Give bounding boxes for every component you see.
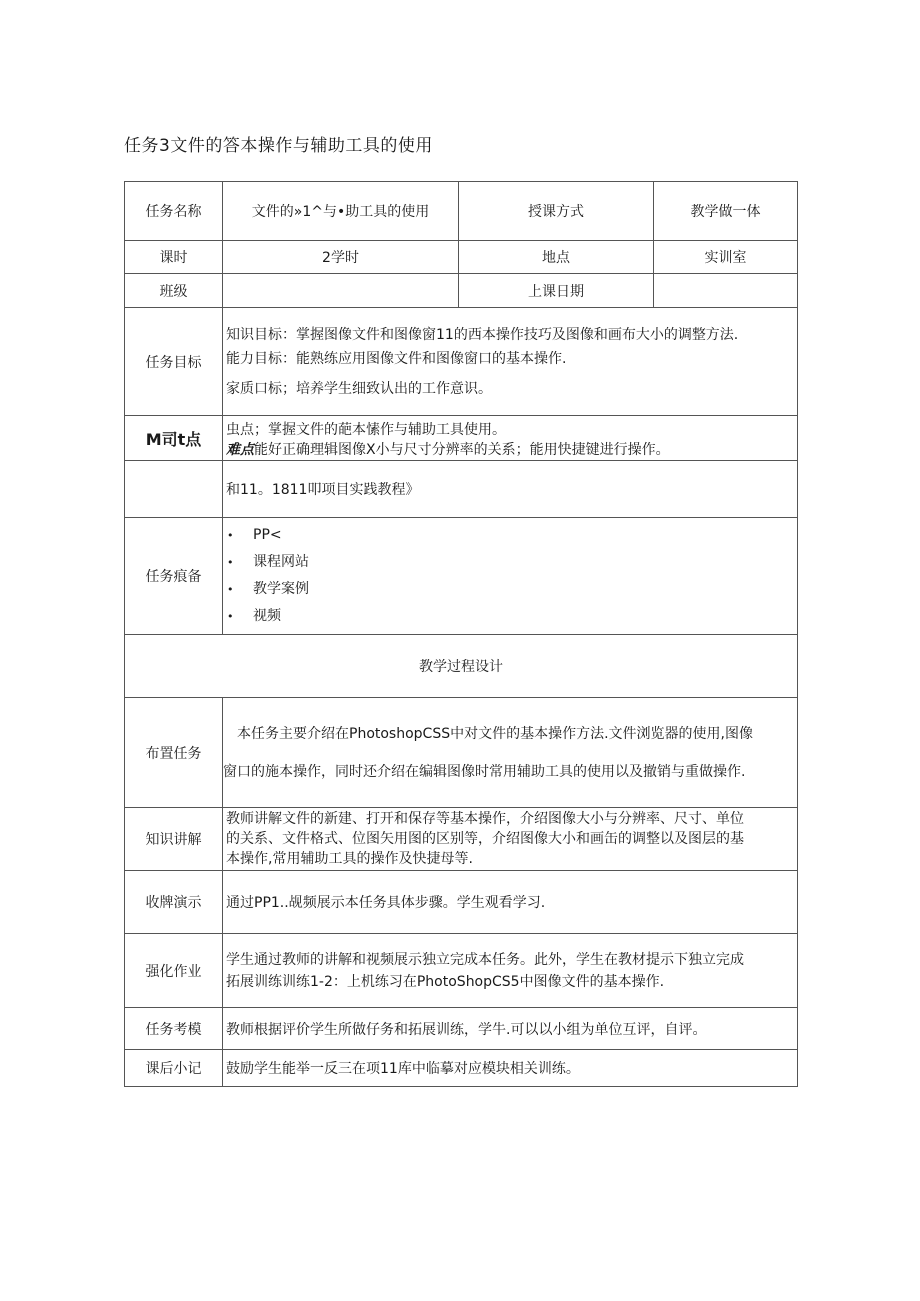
goals-cell: [223, 308, 798, 416]
bullet-icon: •: [227, 583, 234, 596]
goal-knowledge: 知识目标：掌握图像文件和图像窗11的西本操作技巧及图像和画布大小的调整方法.: [226, 326, 739, 343]
hours-label: 课时: [125, 241, 223, 274]
row-preparation: [125, 518, 798, 635]
knowledge-label: 知识讲解: [125, 808, 223, 871]
keypoints-label: M司t点: [125, 416, 223, 461]
class-date-label: 上课日期: [459, 274, 654, 308]
row-process-header: [125, 635, 798, 698]
textbook-label: [125, 461, 223, 518]
knowledge-line-2: 的关系、文件格式、位图矢用图的区别等，介绍图像大小和画缶的调整以及图层的基: [226, 831, 744, 847]
goal-ability: 能力目标：能熟练应用图像文件和图像窗口的基本操作.: [226, 350, 567, 367]
homework-label: 强化作业: [125, 934, 223, 1008]
resource-item: • 教学案例: [227, 576, 797, 603]
notes-value: 鼓励学生能举一反三在项11库中临摹对应模块相关训练。: [223, 1050, 798, 1087]
homework-line-2: 拓展训练训练1-2：上机练习在PhotoShopCS5中图像文件的基本操作.: [226, 973, 665, 990]
row-keypoints: [125, 416, 798, 461]
resource-item: • PP<: [227, 522, 797, 549]
resource-item: • 课程网站: [227, 549, 797, 576]
place-label: 地点: [459, 241, 654, 274]
difficulty-label: 难点: [226, 442, 254, 458]
bullet-icon: •: [227, 610, 234, 623]
goal-quality: 家质口标；培养学生细致认出的工作意识。: [226, 380, 492, 397]
assign-line-1: 本任务主要介绍在PhotoshopCSS中对文件的基本操作方法.文件浏览器的使用,图像: [237, 725, 754, 742]
assign-cell: [223, 698, 798, 808]
row-notes: [125, 1050, 798, 1087]
row-textbook: [125, 461, 798, 518]
bullet-icon: •: [227, 529, 234, 542]
assign-label: 布置任务: [125, 698, 223, 808]
place-value: 实训室: [654, 241, 798, 274]
class-value: [223, 274, 459, 308]
homework-cell: [223, 934, 798, 1008]
keypoint-text: 虫点；掌握文件的葩本愫作与辅助工具使用。: [226, 422, 506, 438]
process-header: 教学过程设计: [125, 635, 798, 698]
goals-label: 任务目标: [125, 308, 223, 416]
demo-value: 通过PP1..觇频展示本任务具体步骤。学生观看学习.: [223, 871, 798, 934]
page-title: 任务3文件的答本操作与辅助工具的使用: [124, 136, 433, 156]
task-name-label: 任务名称: [125, 182, 223, 241]
row-assess: [125, 1008, 798, 1050]
demo-label: 收牌演示: [125, 871, 223, 934]
row-knowledge: [125, 808, 798, 871]
prep-label: 任务痕备: [125, 518, 223, 635]
row-class: [125, 274, 798, 308]
prep-cell: [223, 518, 798, 635]
row-homework: [125, 934, 798, 1008]
textbook-value: 和11。1811叩项目实践教程》: [223, 461, 798, 518]
knowledge-cell: [223, 808, 798, 871]
assess-label: 任务考模: [125, 1008, 223, 1050]
resource-list: [223, 518, 797, 634]
knowledge-line-1: 教师讲解文件的新建、打开和保存等基本操作，介绍图像大小与分辨率、尺寸、单位: [226, 811, 744, 827]
teach-mode-value: 教学做一体: [654, 182, 798, 241]
lesson-plan-table: [124, 181, 798, 1087]
class-label: 班级: [125, 274, 223, 308]
difficulty-line: [226, 440, 797, 460]
knowledge-line-3: 本操作,常用辅助工具的操作及快捷母等.: [226, 851, 473, 867]
task-name-value: 文件的»1^与•助工具的使用: [223, 182, 459, 241]
assess-value: 教师根据评价学生所做仔务和拓展训练，学牛.可以以小组为单位互评，自评。: [223, 1008, 798, 1050]
row-assign: [125, 698, 798, 808]
difficulty-text: 能好正确理辑图像X小与尺寸分辨率的关系；能用快捷键进行操作。: [254, 442, 670, 458]
homework-line-1: 学生通过教师的讲解和视频展示独立完成本任务。此外，学生在教材提示下独立完成: [226, 951, 744, 968]
row-demo: [125, 871, 798, 934]
bullet-icon: •: [227, 556, 234, 569]
row-task-name: [125, 182, 798, 241]
assign-line-2: 窗口的施本操作，同时还介绍在编辑图像时常用辅助工具的使用以及撤销与重做操作.: [223, 763, 746, 780]
row-hours: [125, 241, 798, 274]
notes-label: 课后小记: [125, 1050, 223, 1087]
row-goals: [125, 308, 798, 416]
keypoints-cell: [223, 416, 798, 461]
class-date-value: [654, 274, 798, 308]
resource-item: • 视频: [227, 603, 797, 630]
teach-mode-label: 授课方式: [459, 182, 654, 241]
hours-value: 2学时: [223, 241, 459, 274]
